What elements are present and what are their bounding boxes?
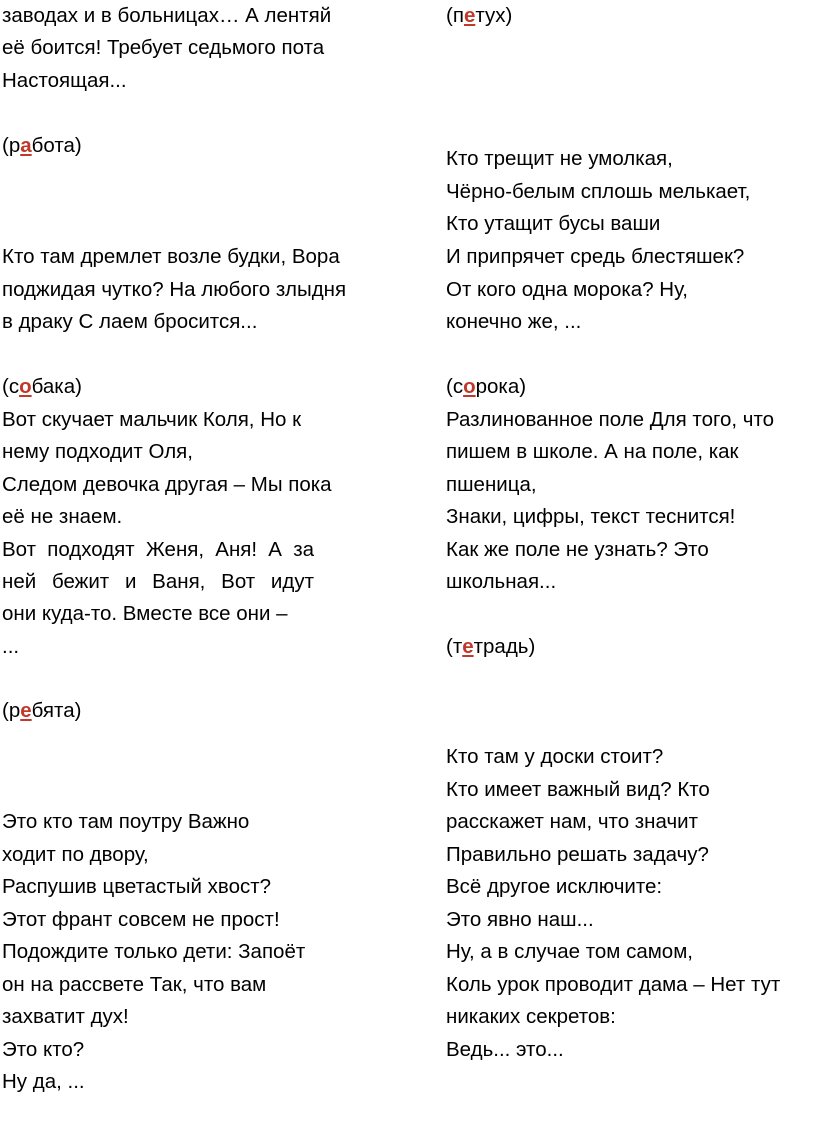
riddle-line: Настоящая... [2,69,127,92]
riddle-line: расскажет нам, что значит [446,810,698,833]
riddle-line: Всё другое исключите: [446,875,663,898]
stressed-vowel: о [463,375,476,398]
riddle-line: Распушив цветастый хвост? [2,875,272,898]
riddle-line: Разлинованное поле Для того, что [446,408,775,431]
riddle-line: пшеница, [446,473,537,496]
answer-suffix: бака) [31,375,82,398]
answer-prefix: (р [2,699,21,722]
answer-sobaka [2,374,82,400]
riddle-line: её не знаем. [2,505,123,528]
riddle-line: Кто там дремлет возле будки, Вора [2,245,340,268]
answer-suffix: бота) [31,134,82,157]
riddle-line: Это кто там поутру Важно [2,810,250,833]
riddle-line: Коль урок проводит дама – Нет тут [446,973,781,996]
stressed-vowel: е [20,699,32,722]
riddle-line: ней бежит и Ваня, Вот идут [2,570,314,593]
riddle-line: заводах и в больницах… А лентяй [2,4,332,27]
answer-petukh [446,3,512,29]
riddle-line: захватит дух! [2,1005,129,1028]
riddle-line: никаких секретов: [446,1005,616,1028]
answer-prefix: (с [446,375,464,398]
riddle-line: Это кто? [2,1038,85,1061]
riddle-line: Кто трещит не умолкая, [446,147,673,170]
riddle-line: Знаки, цифры, текст теснится! [446,505,736,528]
riddle-line: её боится! Требует седьмого пота [2,36,325,59]
answer-suffix: рока) [475,375,527,398]
answer-prefix: (п [446,4,464,27]
riddle-line: поджидая чутко? На любого злыдня [2,278,347,301]
riddle-line: ходит по двору, [2,843,149,866]
answer-soroka [446,374,526,400]
stressed-vowel: о [19,375,32,398]
riddle-line: Вот скучает мальчик Коля, Но к [2,408,302,431]
riddle-line: Подождите только дети: Запоёт [2,940,306,963]
riddle-line: пишем в школе. А на поле, как [446,440,739,463]
riddle-line: Вот подходят Женя, Аня! А за [2,538,314,561]
riddle-line: Ну, а в случае том самом, [446,940,694,963]
answer-tetrad [446,634,535,660]
riddle-line: нему подходит Оля, [2,440,193,463]
riddle-line: Кто утащит бусы ваши [446,212,661,235]
riddle-line: От кого одна морока? Ну, [446,278,688,301]
answer-suffix: бята) [31,699,82,722]
answer-prefix: (с [2,375,20,398]
stressed-vowel: е [462,635,474,658]
riddle-line: они куда-то. Вместе все они – [2,602,288,625]
riddle-line: Этот франт совсем не прост! [2,908,280,931]
riddle-line: Как же поле не узнать? Это [446,538,709,561]
riddle-line: Кто там у доски стоит? [446,745,664,768]
answer-rabota [2,133,82,159]
answer-suffix: тух) [475,4,513,27]
answer-rebyata [2,698,81,724]
answer-suffix: традь) [473,635,536,658]
riddle-line: Следом девочка другая – Мы пока [2,473,332,496]
stressed-vowel: а [20,134,32,157]
riddle-line: Чёрно-белым сплошь мелькает, [446,180,751,203]
riddle-line: Ну да, ... [2,1070,85,1093]
riddle-line: Кто имеет важный вид? Кто [446,778,710,801]
answer-prefix: (р [2,134,21,157]
riddle-line: Правильно решать задачу? [446,843,709,866]
riddle-line: Ведь... это... [446,1038,564,1061]
riddle-line: он на рассвете Так, что вам [2,973,267,996]
riddle-line: Это явно наш... [446,908,594,931]
riddle-line: конечно же, ... [446,310,582,333]
riddle-line: школьная... [446,570,557,593]
riddle-line: И припрячет средь блестяшек? [446,245,745,268]
answer-prefix: (т [446,635,463,658]
riddle-line: в драку С лаем бросится... [2,310,258,333]
riddle-line: ... [2,635,20,658]
stressed-vowel: е [463,4,476,27]
